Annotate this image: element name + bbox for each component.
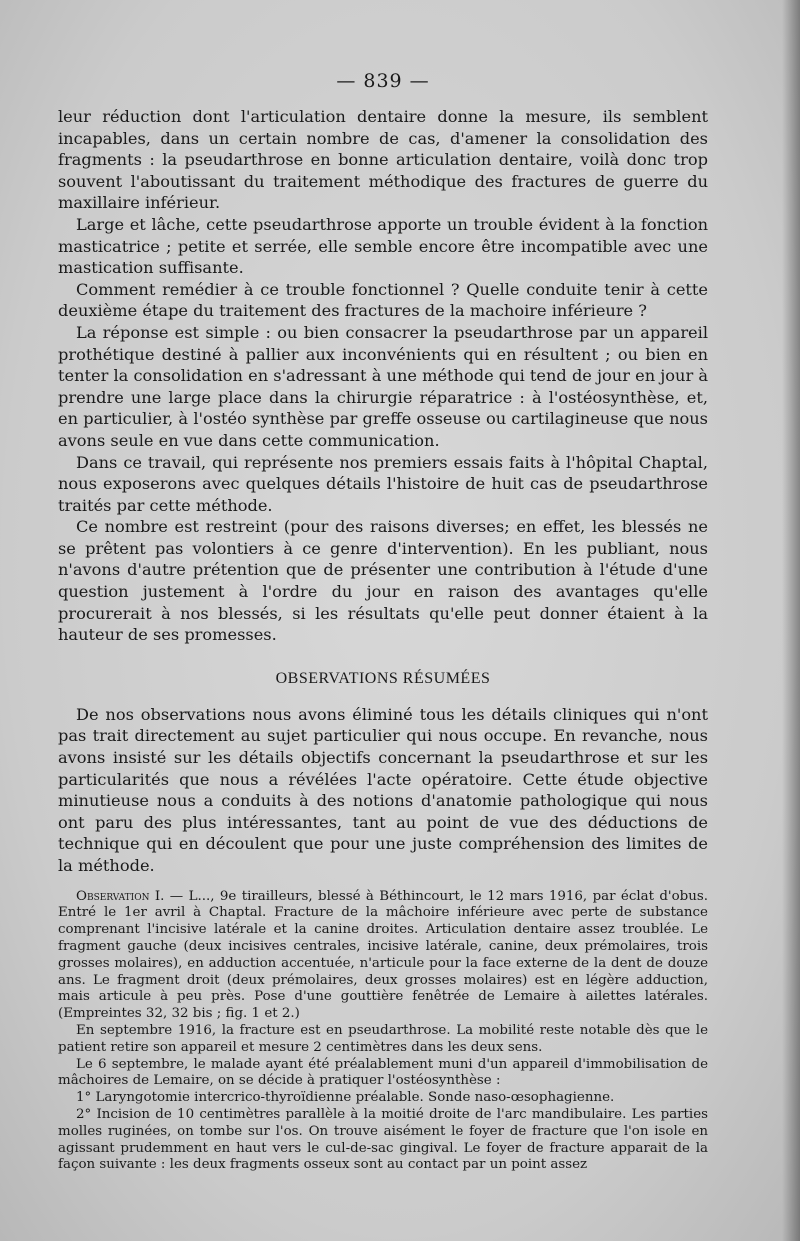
paragraph: leur réduction dont l'articulation dentaire donne la mesure, ils semblent incapables, dans un certain nombre de cas, d'amener la consolidation des fragments : la pseudarthrose en bonne articulation dentaire, voilà donc trop souvent l'aboutissant du traitement méthodique des fractures de guerre du maxillaire inférieur. — [58, 107, 708, 213]
paragraph: Ce nombre est restreint (pour des raisons diverses; en effet, les blessés ne se prêtent pas volontiers à ce genre d'intervention). En les publiant, nous n'avons d'autre prétention que de présenter une contribution à l'étude d'une question justement à l'ordre du jour en raison des avantages qu'elle procurerait à nos blessés, si les résultats qu'elle peut donner étaient à la hauteur de ses promesses. — [58, 517, 708, 645]
section-paragraph: De nos observations nous avons éliminé tous les détails cliniques qui n'ont pas trait directement au sujet particulier qui nous occupe. En revanche, nous avons insisté sur les détails objectifs concernant la pseudarthrose et sur les particularités que nous a révélées l'acte opératoire. Cette étude objective minutieuse nous a conduits à des notions d'anatomie pathologique qui nous ont paru des plus intéressantes, tant au point de vue des déductions de technique qui en découlent que pour une juste compréhension des limites de la méthode. — [58, 704, 708, 875]
section-heading: OBSERVATIONS RÉSUMÉES — [275, 669, 491, 687]
observation-paragraph: Le 6 septembre, le malade ayant été préalablement muni d'un appareil d'immobilisation de mâchoires de Lemaire, on se décide à pratiquer l'ostéosynthèse : — [58, 1056, 708, 1089]
observation-paragraph: En septembre 1916, la fracture est en pseudarthrose. La mobilité reste notable dès que le patient retire son appareil et mesure 2 centimètres dans les deux sens. — [58, 1022, 708, 1055]
observation-paragraph: 1° Laryngotomie intercrico-thyroïdienne préalable. Sonde naso-œsophagienne. — [76, 1090, 615, 1106]
observation-label: Observation I. — [76, 888, 165, 904]
page-edge-shadow — [782, 0, 800, 1241]
paragraph: Large et lâche, cette pseudarthrose apporte un trouble évident à la fonction masticatrice ; petite et serrée, elle semble encore être incompatible avec une mastication suffisante. — [58, 214, 708, 278]
observation-entry — [58, 889, 708, 1023]
paragraph: Dans ce travail, qui représente nos premiers essais faits à l'hôpital Chaptal, nous exposerons avec quelques détails l'histoire de huit cas de pseudarthrose traités par cette méthode. — [58, 452, 708, 515]
observation-notes — [58, 889, 708, 1175]
page-content — [58, 70, 708, 1174]
page-number: — 839 — — [336, 70, 430, 92]
observation-text: — L..., 9e tirailleurs, blessé à Béthincourt, le 12 mars 1916, par éclat d'obus. Entré le 1er avril à Chaptal. Fracture de la mâchoire inférieure avec perte de substance comprenant l'incisive latérale et la canine droites. Articulation dentaire assez troublée. Le fragment gauche (deux incisives centrales, incisive latérale, canine, deux prémolaires, trois grosses molaires), en adduction accentuée, n'articule pour la face externe de la dent de douze ans. Le fragment droit (deux prémolaires, deux grosses molaires) est en légère adduction, mais articule à peu près. Pose d'une gouttière fenêtrée de Lemaire à ailettes latérales. (Empreintes 32, 32 bis ; fig. 1 et 2.) — [58, 888, 708, 1022]
observation-paragraph: 2° Incision de 10 centimètres parallèle à la moitié droite de l'arc mandibulaire. Les parties molles ruginées, on tombe sur l'os. On trouve aisément le foyer de fracture que l'on isole en agissant prudemment en haut vers le cul-de-sac gingival. Le foyer de fracture apparait de la façon suivante : les deux fragments osseux sont au contact par un point assez — [58, 1106, 708, 1173]
paragraph: Comment remédier à ce trouble fonctionnel ? Quelle conduite tenir à cette deuxième étape du traitement des fractures de la machoire inférieure ? — [58, 279, 708, 321]
paragraph: La réponse est simple : ou bien consacrer la pseudarthrose par un appareil prothétique destiné à pallier aux inconvénients qui en résultent ; ou bien en tenter la consolidation en s'adressant à une méthode qui tend de jour en jour à prendre une large place dans la chirurgie réparatrice : à l'ostéosynthèse, et, en particulier, à l'ostéo synthèse par greffe osseuse ou cartilagineuse que nous avons seule en vue dans cette communication. — [58, 322, 708, 450]
